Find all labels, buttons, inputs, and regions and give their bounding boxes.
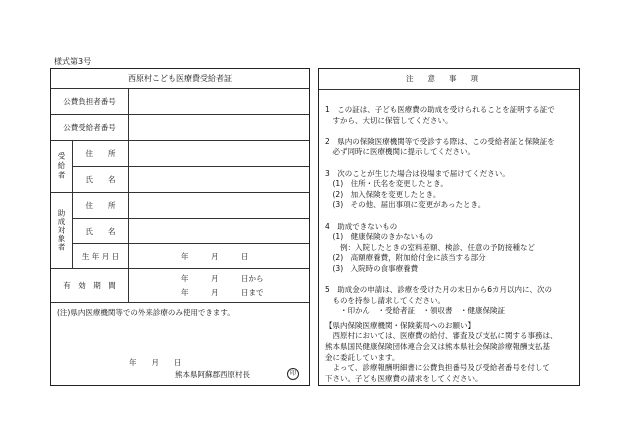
issuer-name: 熊本県阿蘇郡西原村長: [175, 370, 250, 379]
subject-address-field: [129, 193, 309, 219]
certificate-card: [50, 68, 310, 386]
recipient-number-field: [129, 115, 309, 141]
birthdate-value: 年 月 日: [129, 244, 309, 269]
usage-note: (注)県内医療機関等での外来診療のみ使用できます。: [57, 308, 235, 317]
validity-from: 年 月 日から: [181, 274, 264, 283]
note-line: すから、大切に保管してください。: [325, 115, 453, 125]
note-line: 熊本県国民健康保険団体連合会又は熊本県社会保険診療報酬支払基: [325, 341, 550, 351]
note-line: 必ず同時に医療機関に提示してください。: [325, 147, 475, 157]
notes-card: [318, 68, 580, 386]
validity-to: 年 月 日まで: [181, 288, 264, 297]
issue-date: 年 月 日: [129, 358, 182, 367]
recipient-name-field: [129, 167, 309, 193]
certificate-title: 西原村こども医療費受給者証: [51, 69, 309, 89]
note-line: 3 次のことが生じた場合は役場まで届けてください。: [325, 168, 510, 178]
seal-icon: 印: [287, 368, 299, 380]
note-line: 下さい。子ども医療費の請求をしてください。: [325, 374, 483, 384]
notes-body: [325, 105, 575, 317]
note-line: 例：入院したときの室料差額、検診、任意の予防接種など: [325, 242, 535, 252]
note-line: 2 県内の保険医療機関等で受診する際は、この受給者証と保険証を: [325, 136, 555, 146]
recipient-name-label: 氏 名: [73, 167, 129, 193]
subject-name-field: [129, 219, 309, 244]
note-line: (1) 健康保険のきかないもの: [325, 232, 434, 242]
note-line: よって、診療報酬明細書に公費負担番号及び受給者番号を付して: [325, 363, 550, 373]
note-line: ・印かん ・受給者証 ・領収書 ・健康保険証: [325, 306, 505, 316]
note-line: [325, 126, 575, 137]
validity-field: [129, 269, 309, 303]
note-line: [325, 275, 575, 286]
note-line: (3) その他、届出事項に変更があったとき。: [325, 200, 486, 210]
note-line: (3) 入院時の食事療養費: [325, 263, 419, 273]
recipient-address-field: [129, 141, 309, 167]
note-line: [325, 158, 575, 169]
subject-group-label: 助成対象者: [51, 193, 73, 269]
note-line: [325, 211, 575, 222]
payer-number-field: [129, 89, 309, 115]
notice-heading: 【県内保険医療機関・保険薬局へのお願い】: [325, 321, 475, 330]
note-line: (1) 住所・氏名を変更したとき。: [325, 179, 448, 189]
form-number: 様式第3号: [54, 57, 92, 66]
note-line: 西原村においては、医療費の給付、審査及び支払に関する事務は、: [325, 331, 558, 340]
birthdate-label: 生 年 月 日: [73, 244, 129, 269]
note-line: 4 助成できないもの: [325, 221, 398, 231]
payer-number-label: 公費負担者番号: [51, 89, 129, 115]
note-line: (2) 加入保険を変更したとき。: [325, 189, 441, 199]
recipient-number-label: 公費受給者番号: [51, 115, 129, 141]
note-line: 5 助成金の申請は、診療を受けた月の末日から6カ月以内に、次の: [325, 285, 553, 295]
note-line: 1 この証は、子ども医療費の助成を受けられることを証明する証で: [325, 105, 555, 114]
notice-body: [325, 331, 575, 385]
subject-name-label: 氏 名: [73, 219, 129, 244]
subject-address-label: 住 所: [73, 193, 129, 219]
notes-title: 注意事項: [319, 69, 579, 90]
note-line: ものを持参し請求してください。: [325, 295, 445, 305]
note-line: 金に委託しています。: [325, 352, 400, 362]
validity-label: 有 効 期 間: [51, 269, 129, 303]
note-line: (2) 高額療養費，附加給付金に該当する部分: [325, 253, 486, 263]
recipient-group-label: 受給者: [51, 141, 73, 193]
recipient-address-label: 住 所: [73, 141, 129, 167]
